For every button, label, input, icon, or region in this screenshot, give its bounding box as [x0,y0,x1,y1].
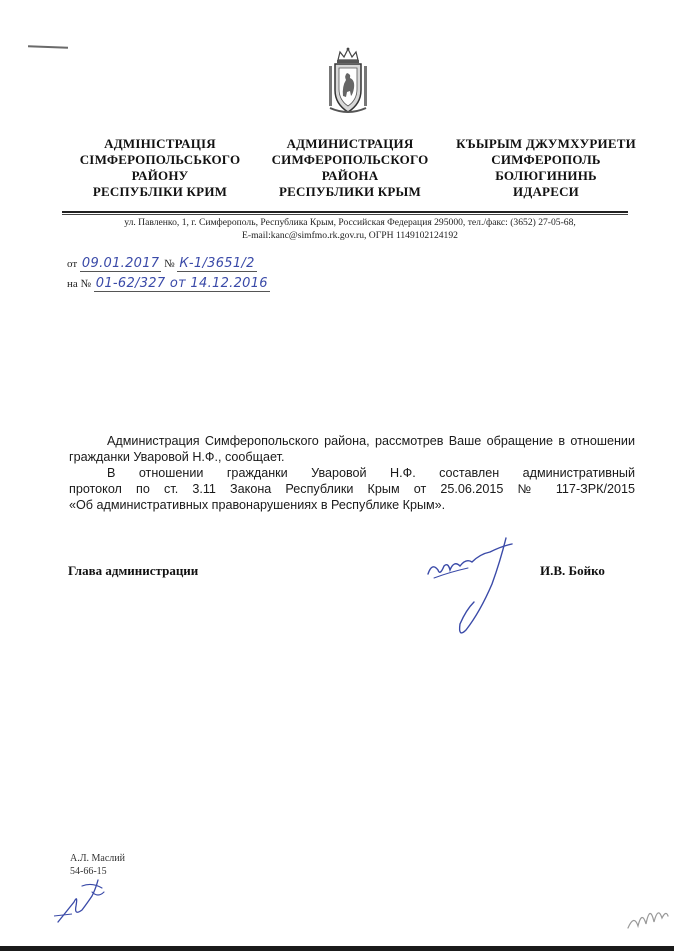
header-divider-thick [62,211,628,213]
header-ru-line: РЕСПУБЛИКИ КРЫМ [279,184,421,199]
header-crh-line: СИМФЕРОПОЛЬ [491,152,601,167]
handwritten-signature [410,532,540,642]
handwritten-initials [52,872,112,928]
address-email-line: E-mail:kanc@simfmo.rk.gov.ru, ОГРН 1149102124192 [242,230,458,241]
header-ua-line: СІМФЕРОПОЛЬСЬКОГО [79,152,241,167]
header-ru-line: РАЙОНА [321,168,379,183]
body-paragraph-2-line-3: «Об административных правонарушениях в Республике Крым». [69,498,446,512]
header-ua-line: РАЙОНУ [131,168,189,183]
handwritten-incoming-ref: 01-62/327 от 14.12.2016 [95,276,268,291]
signatory-title: Глава администрации [68,563,199,578]
header-ua-line: РЕСПУБЛІКИ КРИМ [92,184,228,199]
body-paragraph-2-line-1: В отношении гражданки Уваровой Н.Ф. составлен административный [107,466,635,480]
body-paragraph-2-line-2: протокол по ст. 3.11 Закона Республики Крым от 25.06.2015 № 117-ЗРК/2015 [69,482,635,496]
body-paragraph-1: Администрация Симферопольского района, рассмотрев Ваше обращение в отношении гражданки Уваровой Н.Ф., сообщает. [69,434,635,464]
handwritten-corner-mark [622,896,672,934]
header-ua-line: АДМІНІСТРАЦІЯ [104,136,216,151]
address-line: ул. Павленко, 1, г. Симферополь, Республика Крым, Российская Федерация 295000, тел./факс: (3652) 27-05-68, [124,217,576,228]
handwritten-outgoing-number: К-1/3651/2 [179,256,255,271]
handwritten-date: 09.01.2017 [81,256,160,271]
to-prefix: на № [67,278,92,290]
from-prefix: от [67,258,78,270]
header-crh-line: КЪЫРЫМ ДЖУМХУРИЕТИ [456,136,636,151]
scan-artifact-mark [28,45,68,48]
header-ukrainian [62,136,258,200]
header-divider-thin [62,214,628,215]
executor-name: А.Л. Маслий [70,853,125,864]
header-ru-line: АДМИНИСТРАЦИЯ [286,136,414,151]
header-crimean-tatar [448,136,644,200]
executor-phone: 54-66-15 [70,866,107,877]
signatory-name: И.В. Бойко [540,563,605,578]
contact-address-block [40,216,660,242]
header-crh-line: ИДАРЕСИ [513,184,579,199]
header-russian [252,136,448,200]
incoming-reference [67,276,270,292]
letter-body [69,433,635,513]
scan-bottom-edge [0,946,674,951]
header-ru-line: СИМФЕРОПОЛЬСКОГО [271,152,429,167]
crimea-coat-of-arms-icon [326,46,370,118]
header-crh-line: БОЛЮГИНИНЬ [495,168,597,183]
number-sign: № [164,258,175,270]
outgoing-reference [67,256,257,272]
